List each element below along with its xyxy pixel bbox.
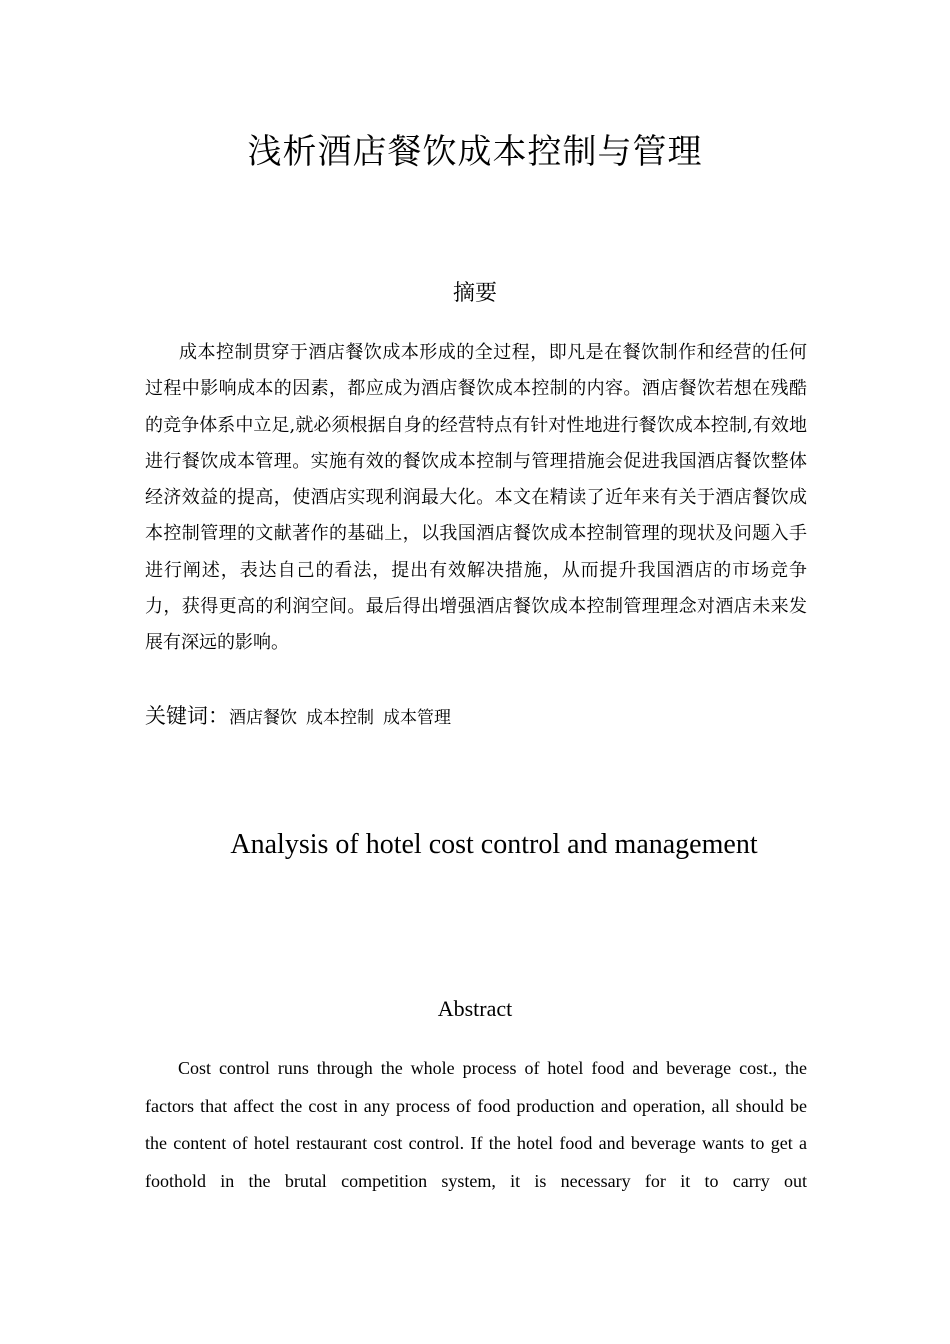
keyword-item: 成本管理: [383, 708, 451, 728]
chinese-keywords: [145, 700, 807, 730]
keyword-item: 酒店餐饮: [229, 708, 297, 728]
chinese-abstract-body: 成本控制贯穿于酒店餐饮成本形成的全过程，即凡是在餐饮制作和经营的任何过程中影响成本的因素，都应成为酒店餐饮成本控制的内容。酒店餐饮若想在残酷的竞争体系中立足,就必须根据自身的经营特点有针对性地进行餐饮成本控制,有效地进行餐饮成本管理。实施有效的餐饮成本控制与管理措施会促进我国酒店餐饮整体经济效益的提高，使酒店实现利润最大化。本文在精读了近年来有关于酒店餐饮成本控制管理的文献著作的基础上，以我国酒店餐饮成本控制管理的现状及问题入手进行阐述，表达自己的看法，提出有效解决措施，从而提升我国酒店的市场竞争力，获得更高的利润空间。最后得出增强酒店餐饮成本控制管理理念对酒店未来发展有深远的影响。: [145, 342, 807, 654]
english-title: Analysis of hotel cost control and management: [230, 829, 758, 860]
keywords-label: 关键词：: [145, 704, 229, 728]
chinese-title: 浅析酒店餐饮成本控制与管理: [247, 132, 703, 172]
english-abstract-heading: Abstract: [437, 996, 513, 1021]
chinese-abstract-heading: 摘要: [452, 281, 497, 306]
keyword-item: 成本控制: [306, 708, 374, 728]
english-abstract-body: Cost control runs through the whole process of hotel food and beverage cost., the factors that affect the cost in any process of food production and operation, all should be the content of hotel restaurant cost control. If the hotel food and beverage wants to get a foothold in the brutal competition system, it is necessary for it to carry out: [145, 1058, 807, 1191]
